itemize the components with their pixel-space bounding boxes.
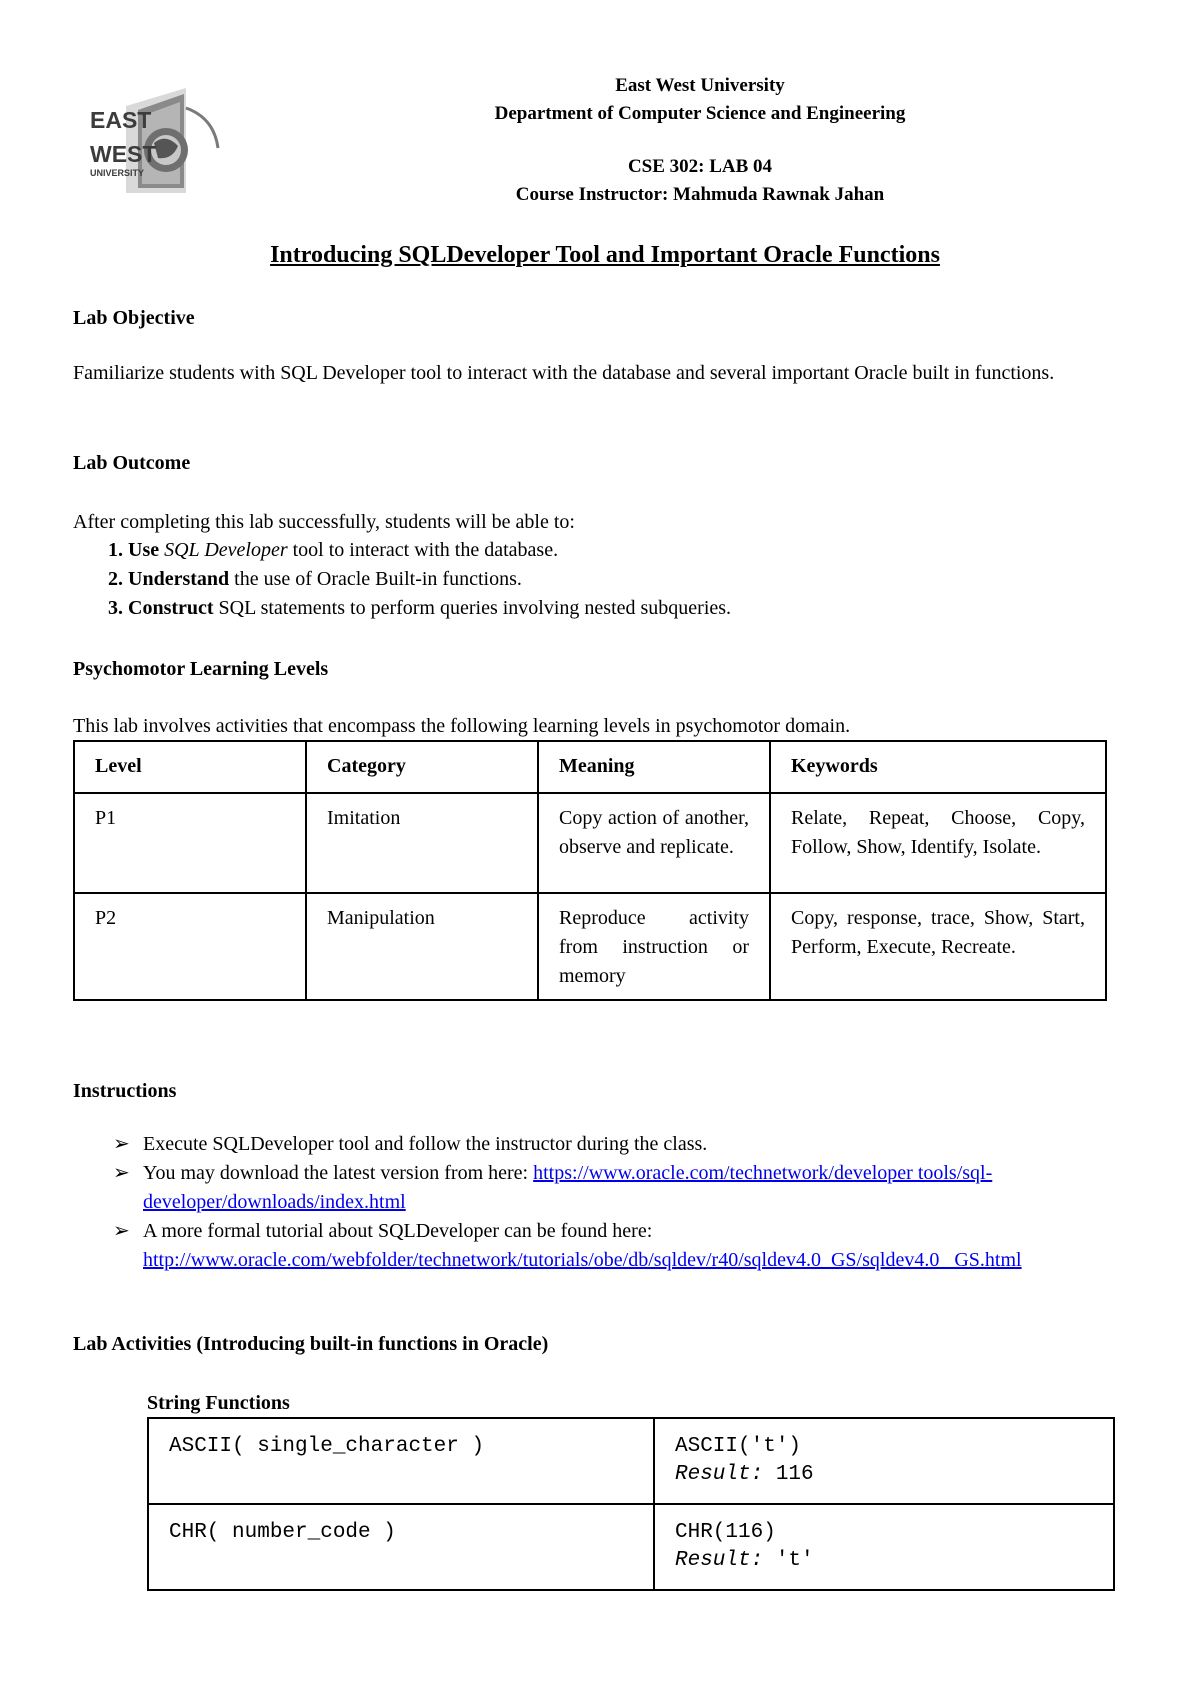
department-name: Department of Computer Science and Engineering	[494, 103, 906, 124]
psychomotor-intro: This lab involves activities that encompass the following learning levels in psychomotor domain.	[73, 715, 851, 737]
document-page: EAST WEST UNIVERSITY East West University Department of Computer Science and Engineering CSE 302: LAB 04 Course Instructor: Mahmuda Rawnak Jahan Introducing SQLDeveloper Tool and Important Oracle Functions Lab Objective Familiarize students with SQL Developer tool to interact with the database and several important Oracle built in functions. Lab Outcome After completing this lab successfully, students will be able to: 1. Use SQL Developer tool to interact with the database. 2. Understand the use of Oracle Built-in functions. 3. Construct SQL statements to perform queries involving nested subqueries. Psychomotor Learning Levels This lab involves activities that encompass the following learning levels in psychomotor domain. Level Category Meaning Keywords P1 Imitation Copy action of another, observe and replicate. Relate, Repeat, Choose, Copy, Follow, Show, Identify, Isolate. P2 Manipulation Reproduce activity from instruction or memory Copy, response, trace, Show, Start, Perform, Execute, Recreate. Instructions ➢ Execute SQLDeveloper tool and follow the instructor during the class. ➢ You may download the latest version from here: https://www.oracle.com/technetwork/developer tools/sql-developer/downloads/index.html ➢ A more formal tutorial about SQLDeveloper can be found here: http://www.oracle.com/webfolder/technetwork/tutorials/obe/db/sqldev/r40/sqldev4.0_GS/sqldev4.0_ GS.html Lab Activities (Introducing built-in functions in Oracle) String Functions ASCII( single_character ) ASCII('t') Result: 116 CHR( number_code ) CHR(116) Result: 't'	[0, 0, 1200, 1694]
logo-text-east: EAST	[90, 107, 152, 133]
cell-category: Imitation	[306, 793, 538, 893]
psychomotor-heading: Psychomotor Learning Levels	[73, 658, 329, 680]
objective-text: Familiarize students with SQL Developer tool to interact with the database and several important Oracle built in functions.	[73, 362, 1055, 384]
cell-level: P1	[74, 793, 306, 893]
column-header-keywords: Keywords	[770, 741, 1106, 793]
string-functions-heading: String Functions	[147, 1392, 290, 1414]
arrow-bullet-icon: ➢	[113, 1133, 130, 1155]
column-header-category: Category	[306, 741, 538, 793]
table-row	[148, 1504, 1114, 1590]
column-header-level: Level	[74, 741, 306, 793]
activities-heading: Lab Activities (Introducing built-in functions in Oracle)	[73, 1333, 549, 1355]
arrow-bullet-icon: ➢	[113, 1220, 130, 1242]
outcome-list	[108, 536, 731, 623]
function-example: ASCII('t') Result: 116	[654, 1418, 1114, 1504]
cell-meaning: Reproduce activity from instruction or memory	[538, 893, 770, 1000]
table-row	[74, 893, 1106, 1000]
objective-heading: Lab Objective	[73, 307, 195, 329]
instructions-heading: Instructions	[73, 1080, 177, 1102]
cell-keywords: Relate, Repeat, Choose, Copy, Follow, Show, Identify, Isolate.	[770, 793, 1106, 893]
course-instructor: Course Instructor: Mahmuda Rawnak Jahan	[515, 184, 885, 205]
learning-levels-table	[73, 740, 1107, 1001]
outcome-intro: After completing this lab successfully, students will be able to:	[73, 511, 575, 533]
tutorial-link[interactable]: http://www.oracle.com/webfolder/technetwork/tutorials/obe/db/sqldev/r40/sqldev4.0_GS/sqldev4.0_ GS.html	[143, 1249, 1022, 1271]
function-example: CHR(116) Result: 't'	[654, 1504, 1114, 1590]
document-title: Introducing SQLDeveloper Tool and Important Oracle Functions	[270, 242, 940, 268]
download-link[interactable]: https://www.oracle.com/technetwork/developer tools/sql-developer/downloads/index.html	[143, 1162, 993, 1213]
cell-category: Manipulation	[306, 893, 538, 1000]
list-item: 3. Construct SQL statements to perform queries involving nested subqueries.	[108, 597, 732, 619]
list-item: 2. Understand the use of Oracle Built-in functions.	[108, 568, 522, 590]
function-syntax: CHR( number_code )	[148, 1504, 654, 1590]
cell-level: P2	[74, 893, 306, 1000]
university-logo	[86, 88, 226, 193]
course-code: CSE 302: LAB 04	[627, 156, 773, 177]
table-row	[148, 1418, 1114, 1504]
arrow-bullet-icon: ➢	[113, 1162, 130, 1184]
table-row	[74, 793, 1106, 893]
university-name: East West University	[615, 75, 785, 96]
string-functions-table	[147, 1417, 1115, 1591]
function-syntax: ASCII( single_character )	[148, 1418, 654, 1504]
cell-keywords: Copy, response, trace, Show, Start, Perform, Execute, Recreate.	[770, 893, 1106, 1000]
column-header-meaning: Meaning	[538, 741, 770, 793]
table-header-row	[74, 741, 1106, 793]
document-header	[420, 72, 980, 209]
cell-meaning: Copy action of another, observe and replicate.	[538, 793, 770, 893]
logo-text-west: WEST	[90, 141, 157, 167]
outcome-heading: Lab Outcome	[73, 452, 191, 474]
logo-text-university: UNIVERSITY	[90, 168, 145, 178]
list-item: 1. Use SQL Developer tool to interact with the database.	[108, 539, 559, 561]
